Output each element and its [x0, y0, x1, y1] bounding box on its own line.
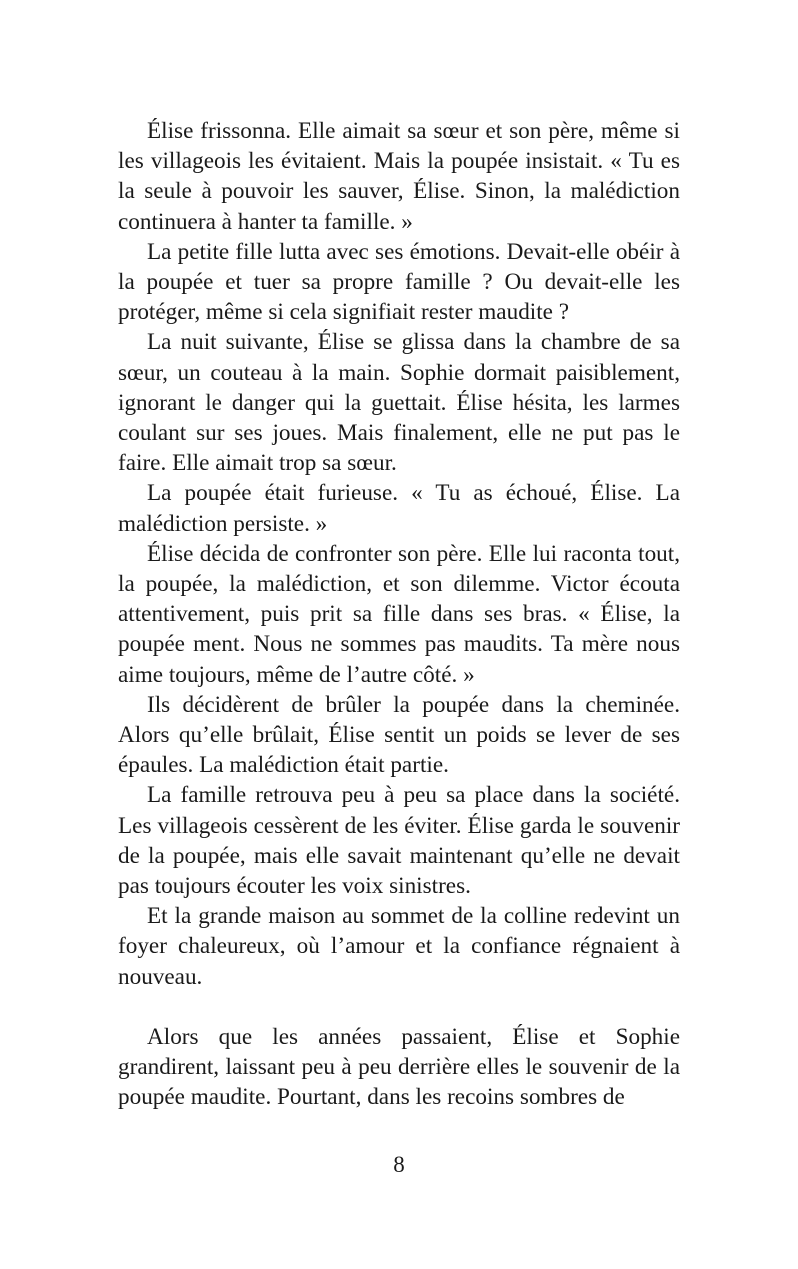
paragraph: Élise décida de confronter son père. Elle lui raconta tout, la poupée, la malédiction, et son dilemme. Victor écouta attentivement, puis prit sa fille dans ses bras. « Élise, la poupée ment. Nous ne sommes pas maudits. Ta mère nous aime toujours, même de l’autre côté. »	[118, 540, 680, 688]
paragraph: La famille retrouva peu à peu sa place dans la société. Les villageois cessèrent de les éviter. Élise garda le souvenir de la poupée, mais elle savait maintenant qu’elle ne devait pas toujours écouter les voix sinistres.	[118, 782, 680, 900]
paragraph: Et la grande maison au sommet de la colline redevint un foyer chaleureux, où l’amour et la confiance régnaient à nouveau.	[118, 903, 680, 990]
page-number: 8	[393, 1152, 405, 1177]
paragraph: La poupée était furieuse. « Tu as échoué, Élise. La malédiction persiste. »	[118, 480, 680, 537]
section-break	[118, 992, 680, 1022]
paragraph: Ils décidèrent de brûler la poupée dans la cheminée. Alors qu’elle brûlait, Élise sentit un poids se lever de ses épaules. La malédiction était partie.	[118, 691, 680, 779]
paragraph: Élise frissonna. Elle aimait sa sœur et son père, même si les villageois les évitaient. Mais la poupée insistait. « Tu es la seule à pouvoir les sauver, Élise. Sinon, la malédiction continuera à hanter ta famille. »	[118, 118, 680, 235]
page-body	[118, 116, 680, 1113]
paragraph: La nuit suivante, Élise se glissa dans la chambre de sa sœur, un couteau à la main. Sophie dormait paisiblement, ignorant le danger qui la guettait. Élise hésita, les larmes coulant sur ses joues. Mais finalement, elle ne put pas le faire. Elle aimait trop sa sœur.	[118, 329, 680, 477]
paragraph: Alors que les années passaient, Élise et Sophie grandirent, laissant peu à peu derrière elles le souvenir de la poupée maudite. Pourtant, dans les recoins sombres de	[118, 1023, 680, 1111]
paragraph: La petite fille lutta avec ses émotions. Devait-elle obéir à la poupée et tuer sa propre famille ? Ou devait-elle les protéger, même si cela signifiait rester maudite ?	[118, 238, 680, 326]
